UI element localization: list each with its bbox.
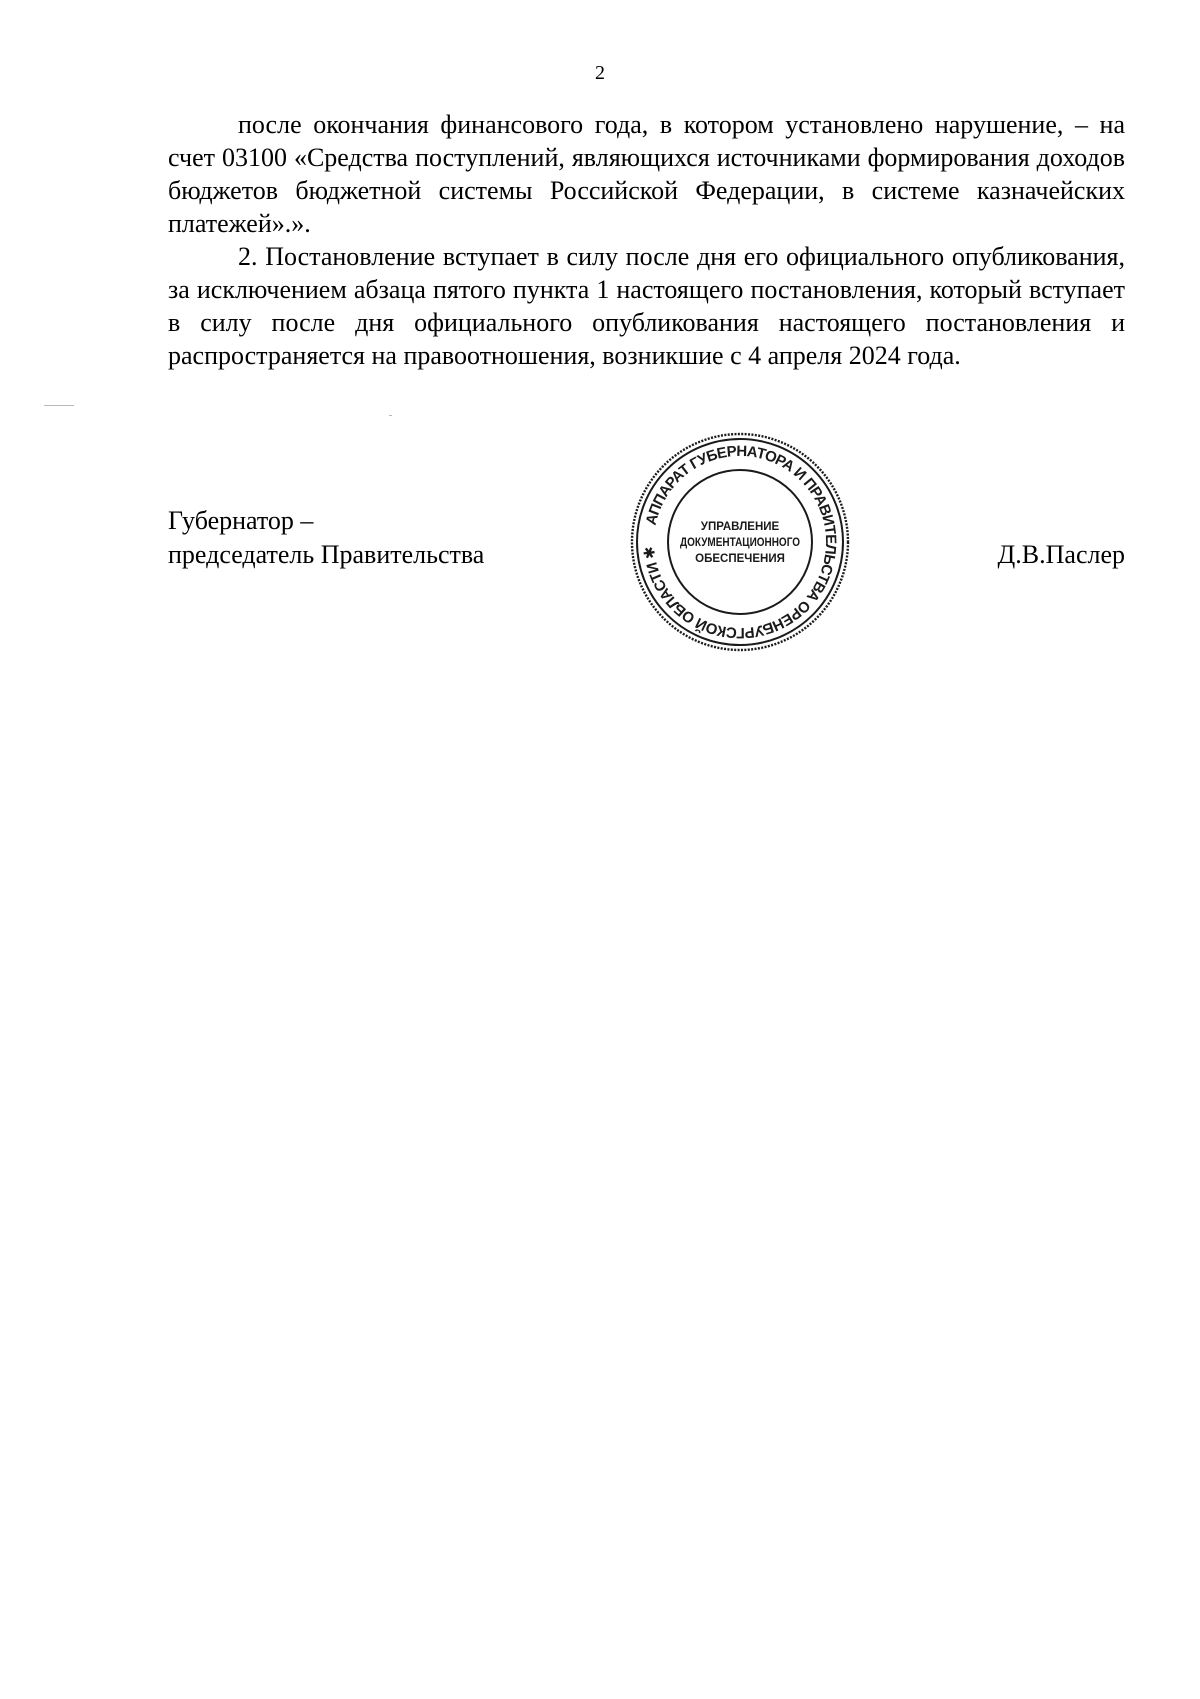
seal-center-line-2: ДОКУМЕНТАЦИОННОГО (680, 537, 801, 549)
scan-speck (389, 415, 392, 416)
seal-center-line-3: ОБЕСПЕЧЕНИЯ (695, 553, 785, 565)
signatory-name: Д.В.Паслер (997, 540, 1125, 569)
body-paragraph-continuation: после окончания финансового года, в котором установлено нарушение, – на счет 03100 «Средства поступлений, являющихся источниками формирования доходов бюджетов бюджетной системы Российской Федерации, в системе казначейских платежей».». (168, 110, 1125, 238)
signatory-position (168, 504, 484, 572)
seal-center-line-1: УПРАВЛЕНИЕ (700, 521, 780, 533)
page-number: 2 (595, 62, 605, 84)
document-body (168, 108, 1125, 372)
official-seal-stamp (628, 430, 852, 654)
scan-speck (44, 405, 74, 406)
signatory-position-line-2: председатель Правительства (168, 540, 485, 569)
seal-ring-text: АППАРАТ ГУБЕРНАТОРА И ПРАВИТЕЛЬСТВА ОРЕНБУРГСКОЙ ОБЛАСТИ ✱ (640, 442, 840, 642)
body-paragraph-effective-date: 2. Постановление вступает в силу после дня его официального опубликования, за исключением абзаца пятого пункта 1 настоящего постановления, который вступает в силу после дня официального опубликования настоящего постановления и распространяется на правоотношения, возникшие с 4 апреля 2024 года. (168, 242, 1125, 370)
signatory-position-line-1: Губернатор – (168, 506, 314, 535)
